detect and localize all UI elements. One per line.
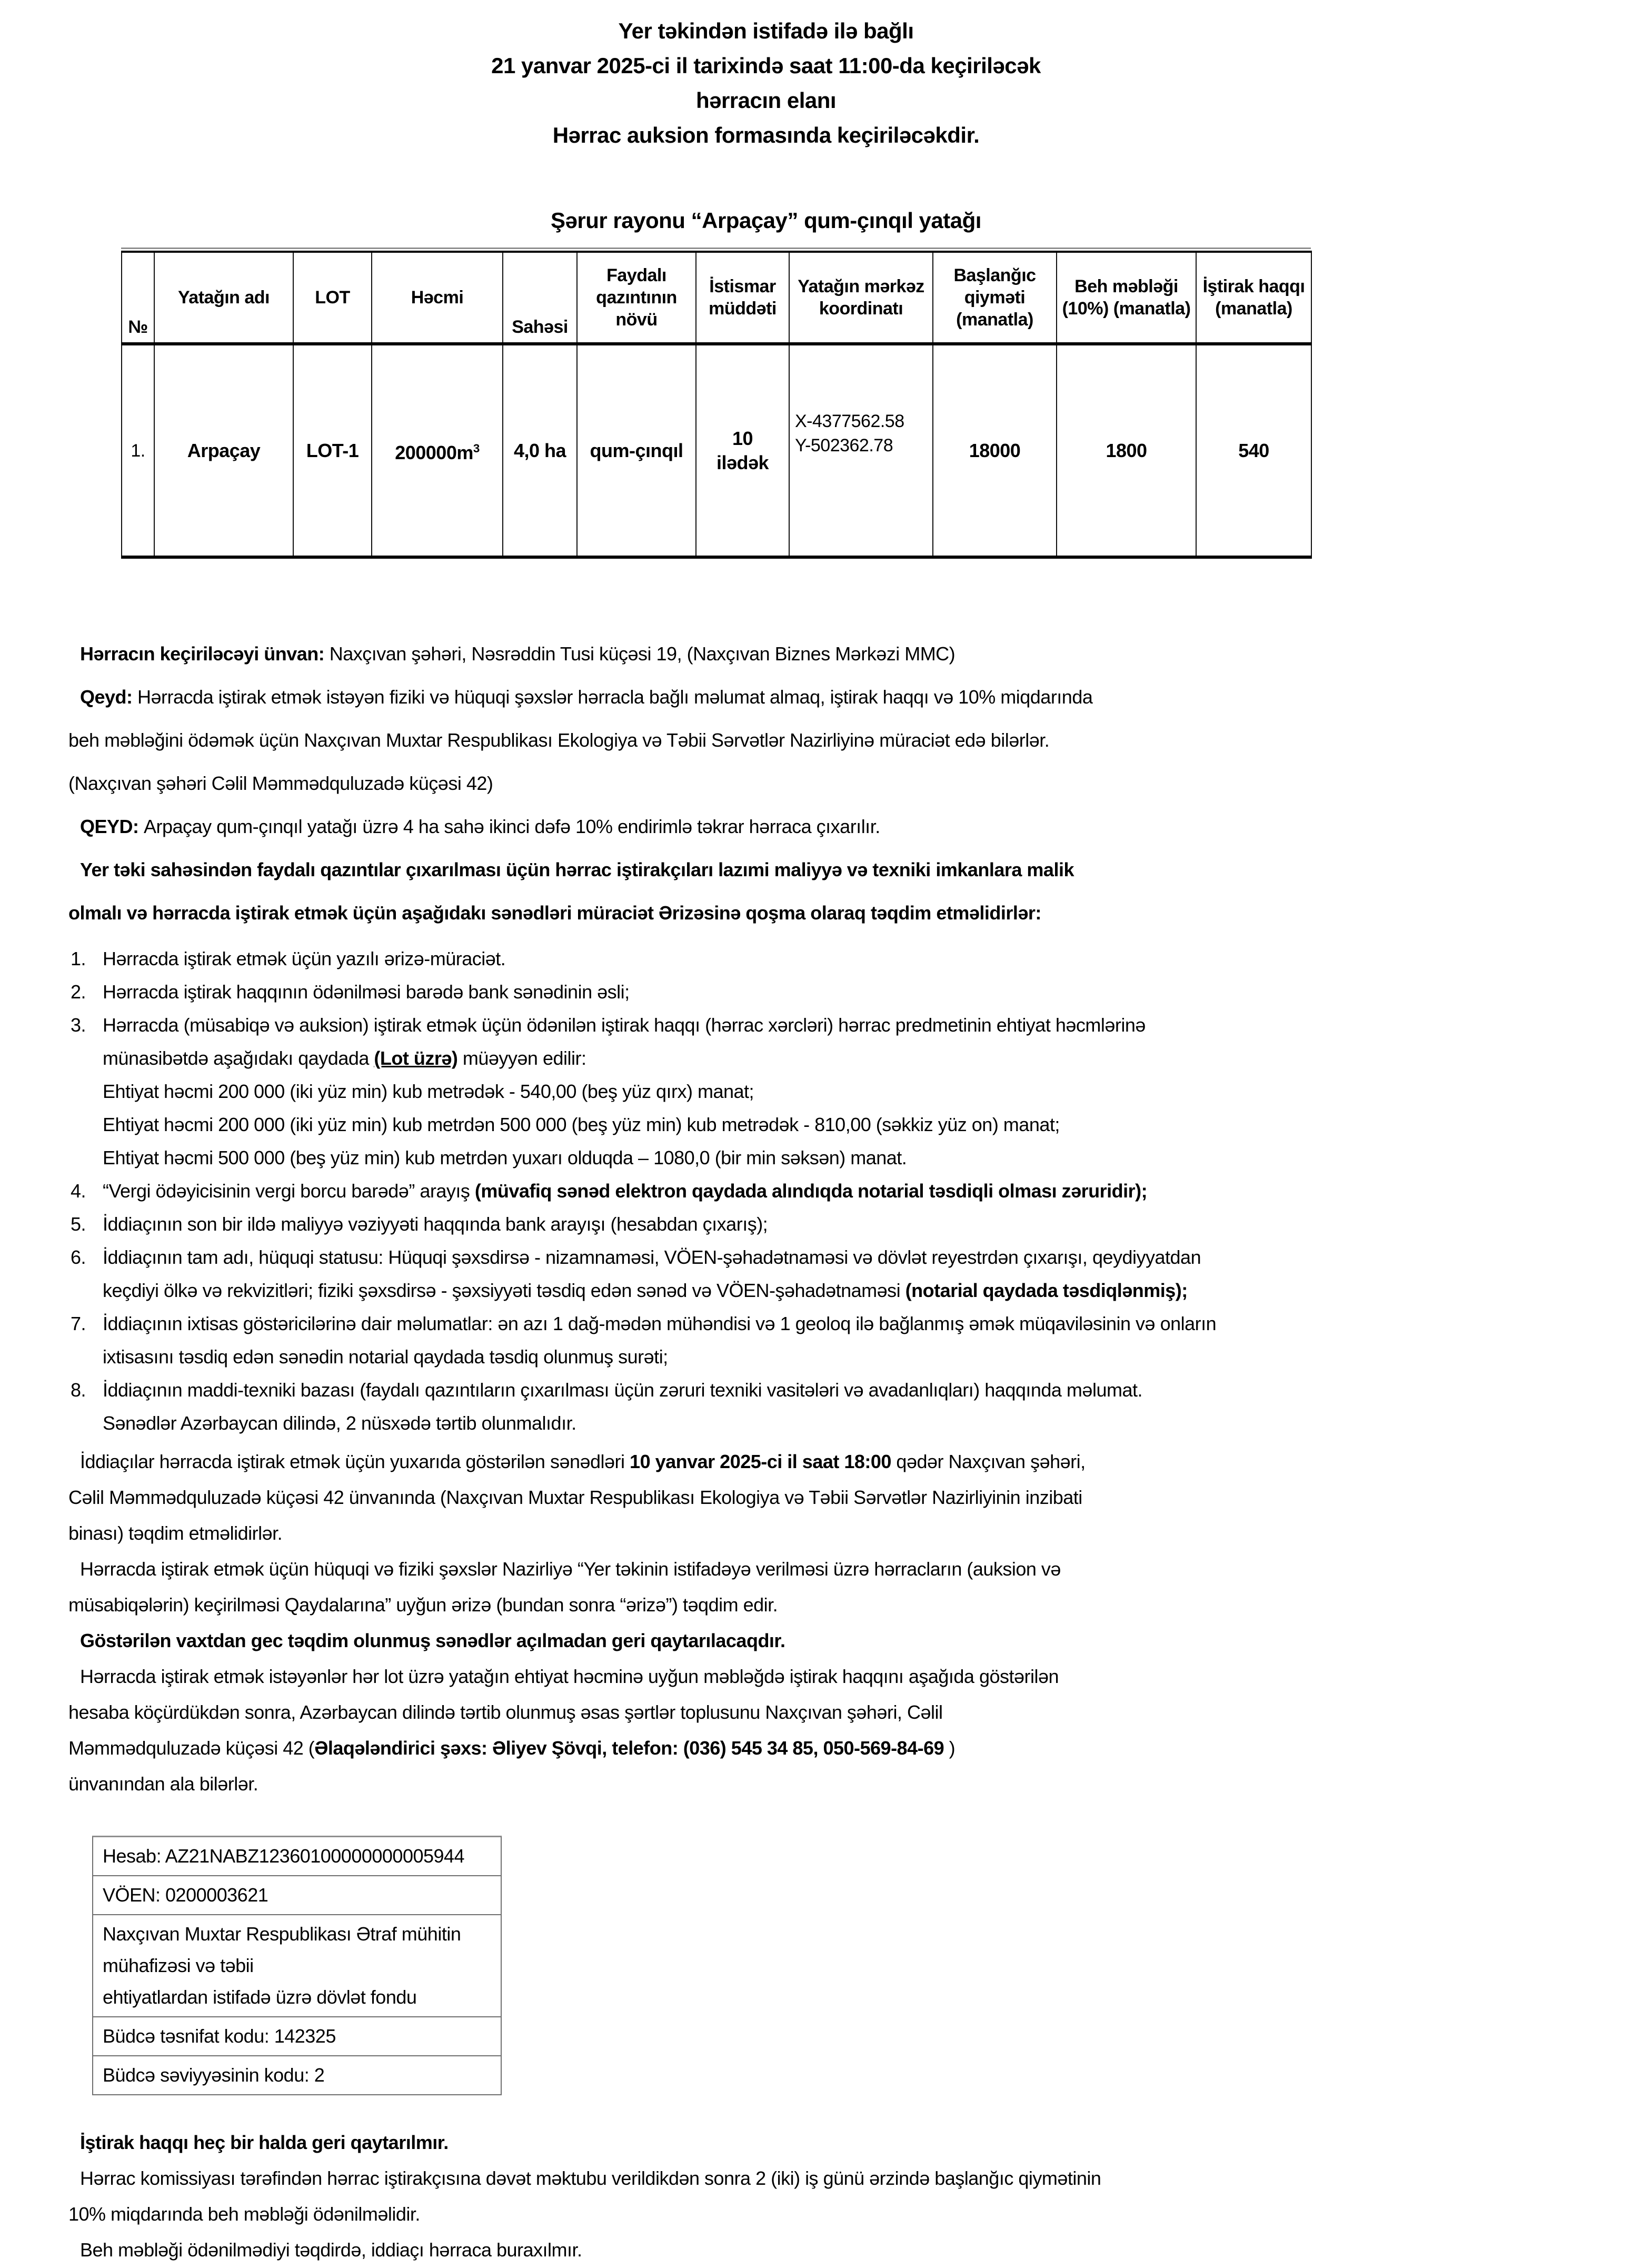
para-note: Qeyd: Hərracda iştirak etmək istəyən fiziki və hüquqi şəxslər hərracla bağlı məlumat almaq, iştirak haqqı və 10% miqdarında beh məbləğini ödəmək üçün Naxçıvan Muxtar Respublikası Ekologiya və Təbii Sərvətlər Nazirliyinə müraciət edə bilərlər. (68, 686, 1093, 751)
list-item-number: 3. (71, 1014, 86, 1036)
document-body (68, 632, 1584, 2268)
cell-volume: $200000m^3$ (372, 344, 503, 557)
cell-mineral-type: qum-çınqıl (577, 344, 696, 557)
title-line-3: hərracın elanı (695, 88, 837, 113)
para-fee-nonrefundable: İştirak haqqı heç bir halda geri qaytarılmır. (80, 2132, 449, 2153)
list-item-text: İddiaçının ixtisas göstəricilərinə dair məlumatlar: ən azı 1 dağ-mədən mühəndisi və 1 geoloq ilə bağlanmış əmək müqaviləsinin və onların ixtisasını təsdiq edən sənədin notarial qaydada təsdiq olunmuş surəti; (103, 1313, 1217, 1368)
list-item-number: 7. (71, 1313, 86, 1334)
cell-no: 1. (122, 344, 154, 557)
col-header-lot: LOT (293, 252, 372, 344)
list-item-text: İddiaçının tam adı, hüquqi statusu: Hüquqi şəxsdirsə - nizamnaməsi, VÖEN-şəhadətnaməsi və dövlət reyestrdən çıxarışı, qeydiyyatdan keçdiyi ölkə və rekvizitləri; fiziki şəxsdirsə - şəxsiyyəti təsdiq edən sənəd və VÖEN-şəhadətnaməsi (notarial qaydada təsdiqlənmiş); (103, 1246, 1201, 1301)
lot-table (121, 251, 1312, 559)
cell-area: 4,0 ha (503, 344, 577, 557)
para-deposit-terms: Hərrac komissiyası tərəfindən hərrac iştirakçısına dəvət məktubu verildikdən sonra 2 (iki) iş günü ərzində başlanğıc qiymətinin 10% miqdarında beh məbləği ödənilməlidir. (68, 2167, 1101, 2225)
lot-table-wrapper (121, 247, 1311, 559)
document-body-bottom (68, 1444, 1584, 1802)
list-item-number: 2. (71, 981, 86, 1003)
list-item-5 (68, 1207, 1584, 1241)
list-item-4 (68, 1174, 1584, 1207)
list-item-text: İddiaçının son bir ildə maliyyə vəziyyəti haqqında bank arayışı (hesabdan çıxarış); (103, 1213, 768, 1235)
list-item-8 (68, 1373, 1584, 1440)
list-item-text: Hərracda iştirak haqqının ödənilməsi barədə bank sənədinin əsli; (103, 981, 630, 1003)
list-item-text: İddiaçının maddi-texniki bazası (faydalı qazıntıların çıxarılması üçün zəruri texniki vasitələri və avadanlıqları) haqqında məlumat. Sənədlər Azərbaycan dilində, 2 nüsxədə tərtib olunmalıdır. (103, 1379, 1142, 1434)
title-line-2: 21 yanvar 2025-ci il tarixində saat 11:00-da keçiriləcək (491, 53, 1041, 78)
list-item-number: 5. (71, 1213, 86, 1235)
para-note-address: (Naxçıvan şəhəri Cəlil Məmmədquluzadə küçəsi 42) (68, 772, 493, 794)
cell-deposit-name: Arpaçay (154, 344, 293, 557)
para-deadline: İddiaçılar hərracda iştirak etmək üçün yuxarıda göstərilən sənədləri 10 yanvar 2025-ci il saat 18:00 qədər Naxçıvan şəhəri, Cəlil Məmmədquluzadə küçəsi 42 ünvanında (Naxçıvan Muxtar Respublikası Ekologiya və Təbii Sərvətlər Nazirliyinin inzibati binası) təqdim etməlidirlər. (68, 1451, 1086, 1544)
col-header-start-price: Başlanğıc qiyməti (manatla) (933, 252, 1057, 344)
title-line-4: Hərrac auksion formasında keçiriləcəkdir. (552, 123, 980, 147)
col-header-area: Sahəsi (503, 252, 577, 344)
list-item-2 (68, 975, 1584, 1008)
para-qeyd-repeat: QEYD: Arpaçay qum-çınqıl yatağı üzrə 4 ha sahə ikinci dəfə 10% endirimlə təkrar hərraca çıxarılır. (80, 816, 880, 837)
list-item-text: Hərracda (müsabiqə və auksion) iştirak etmək üçün ödənilən iştirak haqqı (hərrac xərcləri) hərrac predmetinin ehtiyat həcmlərinə münasibətdə aşağıdakı qaydada (Lot üzrə) müəyyən edilir: Ehtiyat həcmi 200 000 (iki yüz min) kub metrədək - 540,00 (beş yüz qırx) manat; Ehtiyat həcmi 200 000 (iki yüz min) kub metrdən 500 000 (beş yüz min) kub metrədək - 810,00 (səkkiz yüz on) manat; Ehtiyat həcmi 500 000 (beş yüz min) kub metrdən yuxarı olduqda – 1080,0 (bir min səksən) manat. (103, 1014, 1146, 1168)
para-requirements-intro: Yer təki sahəsindən faydalı qazıntılar çıxarılması üçün hərrac iştirakçıları lazımi maliyyə və texniki imkanlara malik olmalı və hərracda iştirak etmək üçün aşağıdakı sənədləri müraciət Ərizəsinə qoşma olaraq təqdim etməlidirlər: (68, 859, 1074, 924)
para-venue: Hərracın keçiriləcəyi ünvan: Naxçıvan şəhəri, Nəsrəddin Tusi küçəsi 19, (Naxçıvan Biznes Mərkəzi MMC) (80, 643, 956, 665)
col-header-no: № (122, 252, 154, 344)
col-header-deposit-amount: Beh məbləği (10%) (manatla) (1057, 252, 1196, 344)
list-item-text: Hərracda iştirak etmək üçün yazılı ərizə-müraciət. (103, 948, 506, 969)
bank-row-fund-name: Naxçıvan Muxtar Respublikası Ətraf mühitin mühafizəsi və təbii ehtiyatlardan istifadə üzrə dövlət fondu (93, 1914, 501, 2016)
deposit-subtitle: Şərur rayonu “Arpaçay” qum-çınqıl yatağı (551, 208, 981, 233)
list-item-1 (68, 942, 1584, 975)
list-item-number: 8. (71, 1379, 86, 1401)
cell-lot: LOT-1 (293, 344, 372, 557)
para-deposit-refusal: Beh məbləği ödənilmədiyi təqdirdə, iddiaçı hərraca buraxılmır. (80, 2239, 582, 2261)
bank-row-budget-classification-code: Büdcə təsnifat kodu: 142325 (93, 2016, 501, 2055)
para-application: Hərracda iştirak etmək üçün hüquqi və fiziki şəxslər Nazirliyə “Yer təkinin istifadəyə verilməsi üzrə hərracların (auksion və müsabiqələrin) keçirilməsi Qaydalarına” uyğun ərizə (bundan sonra “ərizə”) təqdim edir. (68, 1558, 1061, 1616)
table-row (122, 344, 1311, 557)
list-item-6 (68, 1241, 1584, 1307)
col-header-mineral-type: Faydalı qazıntının növü (577, 252, 696, 344)
col-header-center-coordinates: Yatağın mərkəz koordinatı (789, 252, 933, 344)
cell-exploitation-term: 10 ilədək (696, 344, 789, 557)
list-item-3 (68, 1008, 1584, 1174)
document-tail (68, 2125, 1584, 2268)
para-fee-info: Hərracda iştirak etmək istəyənlər hər lot üzrə yatağın ehtiyat həcminə uyğun məbləğdə iştirak haqqını aşağıda göstərilən hesaba köçürdükdən sonra, Azərbaycan dilində tərtib olunmuş əsas şərtlər toplusunu Naxçıvan şəhəri, Cəlil Məmmədquluzadə küçəsi 42 (Əlaqələndirici şəxs: Əliyev Şövqi, telefon: (036) 545 34 85, 050-569-84-69 ) ünvanından ala bilərlər. (68, 1666, 1059, 1795)
cell-start-price: 18000 (933, 344, 1057, 557)
col-header-deposit-name: Yatağın adı (154, 252, 293, 344)
bank-row-account: Hesab: AZ21NABZ12360100000000005944 (103, 1845, 465, 1867)
para-late-docs: Göstərilən vaxtdan gec təqdim olunmuş sənədlər açılmadan geri qaytarılacaqdır. (80, 1630, 785, 1651)
requirements-list (68, 942, 1584, 1440)
bank-details-box (92, 1836, 502, 2095)
col-header-exploitation-term: İstismar müddəti (696, 252, 789, 344)
list-item-7 (68, 1307, 1584, 1373)
list-item-number: 1. (71, 948, 86, 969)
cell-participation-fee: 540 (1196, 344, 1311, 557)
bank-row-budget-level-code: Büdcə səviyyəsinin kodu: 2 (93, 2055, 501, 2094)
col-header-participation-fee: İştirak haqqı (manatla) (1196, 252, 1311, 344)
table-header-row (122, 252, 1311, 344)
list-item-text: “Vergi ödəyicisinin vergi borcu barədə” arayış (müvafiq sənəd elektron qaydada alındıqda notarial təsdiqli olması zəruridir); (103, 1180, 1148, 1202)
cell-center-coordinates: X-4377562.58 Y-502362.78 (789, 344, 933, 557)
title-line-1: Yer təkindən istifadə ilə bağlı (618, 18, 914, 43)
document-title (68, 14, 1464, 153)
bank-row-voen: VÖEN: 0200003621 (93, 1875, 501, 1914)
list-item-number: 6. (71, 1246, 86, 1268)
col-header-volume: Həcmi (372, 252, 503, 344)
cell-deposit-amount: 1800 (1057, 344, 1196, 557)
list-item-number: 4. (71, 1180, 86, 1202)
